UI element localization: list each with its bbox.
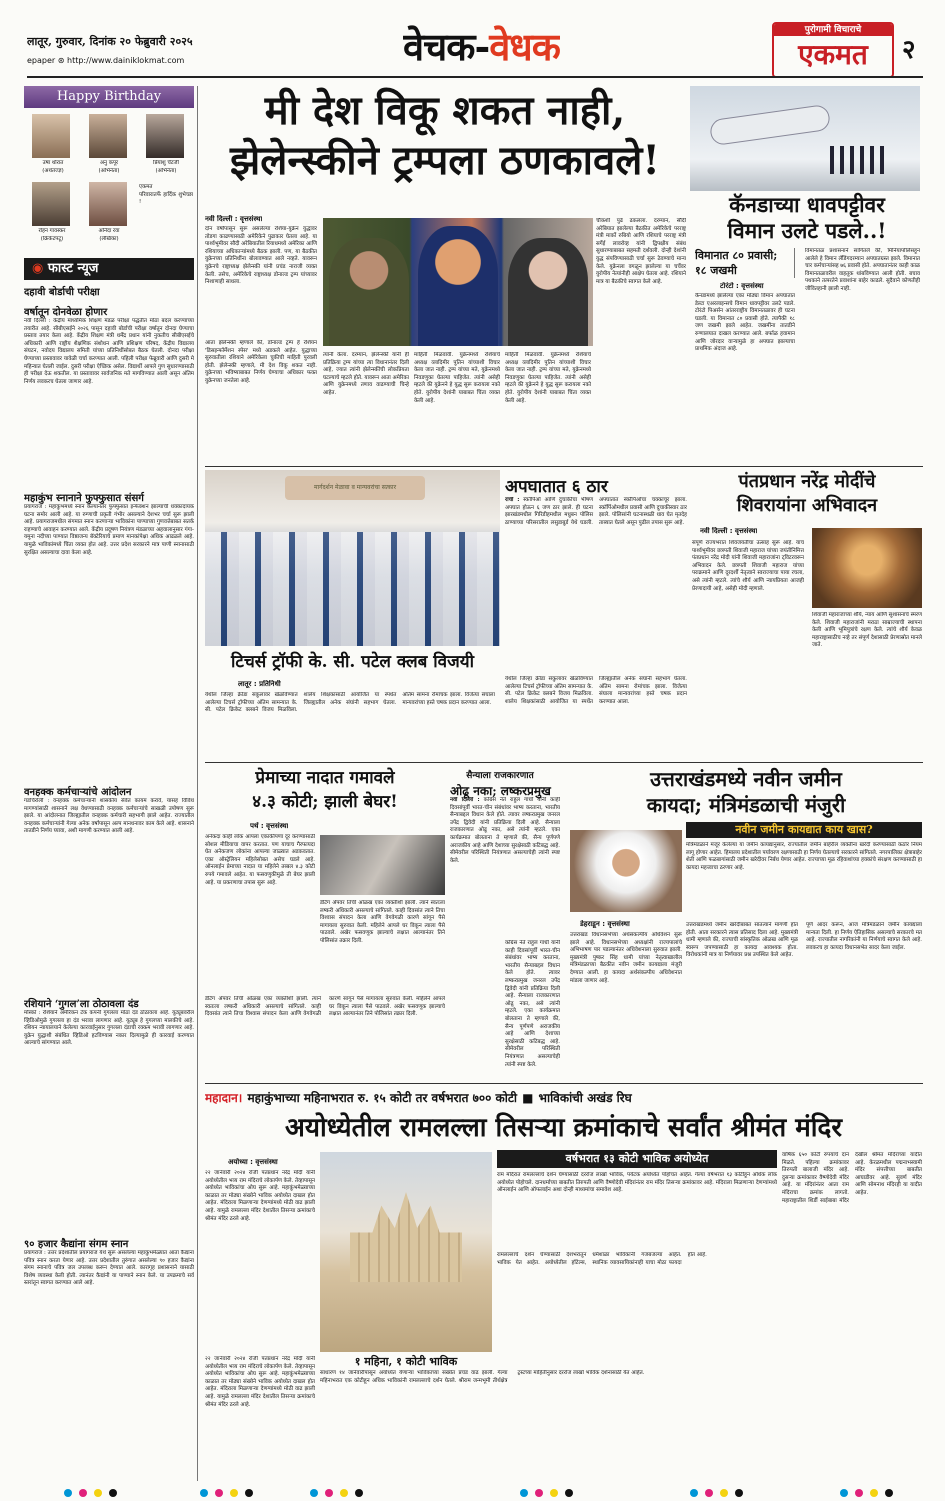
color-registration-bar [0,1486,945,1500]
dateline: लातूर, गुरुवार, दिनांक २० फेब्रुवारी २०२५ [27,35,193,48]
lead-dateline: नवी दिल्ली : वृत्तसंस्था [205,215,263,223]
event-banner: मार्गदर्शन मेळावा व मान्यवरांचा सत्कार [285,476,425,500]
person-role: (अर्थतज्ज्ञ) [42,168,64,174]
page-number: २ [902,35,916,65]
news-body: नवी दिल्ली : केंद्रीय माध्यमिक शिक्षण मंडळ परीक्षा पद्धतीत मोठा बदल करण्याच्या तयारीत आहे. सीबीएसईने २०२६ पासून दहावी बोर्डाची परीक्षा वर्षातून दोनदा घेण्याचा प्रस्ताव तयार केला आहे. केंद्रीय शिक्षण मंत्री धर्मेंद्र प्रधान यांनी नुकतीच सीबीएसईचे अधिकारी आणि राष्ट्रीय शैक्षणिक संशोधन आणि प्रशिक्षण परिषद, केंद्रीय विद्यालय संघटन, नवोदय विद्यालय समिती यांच्या प्रतिनिधींसोबत बैठक घेतली. दोनदा परीक्षा घेण्याच्या प्रस्तावावर यावेळी चर्चा करण्यात आली. पहिली परीक्षा फेब्रुवारी आणि दुसरी मे महिन्यात घेतली जाईल. दुसरी परीक्षा ऐच्छिक असेल. विद्यार्थी आपले गुण सुधारण्यासाठी ही परीक्षा देऊ शकतील. या प्रस्तावावर सार्वजनिक मते मागविण्यात आली असून अंतिम निर्णय लवकरच घेतला जाणार आहे. [24,318,194,385]
premachya-body: अनेकदा काही लोक आपला एकाकीपणा दूर करण्यासाठी सोशल मीडियाचा वापर करतात. पण याचाच गैरफायदा घेत अनेकजण लोकांना आपल्या जाळ्यात अडकवतात. एका ऑस्ट्रेलियन महिलेसोबत असेच घडले आहे. ऑनलाईन प्रेमाच्या नादात या महिलेने तब्बल ४.३ कोटी रुपये गमावले आहेत. या फसवणुकीमुळे ती बेघर झाली आहे. या प्रकरणाचा तपास सुरू आहे. [205,834,315,886]
ayodhya-box-title: वर्षभरात १३ कोटी भाविक अयोध्येत [565,1152,709,1165]
lead-col-1: दोन वर्षांपासून सुरू असलेल्या रशिया-युक्रेन युद्धावर तोडगा काढण्यासाठी अमेरिकेने पुढाकार घेतला आहे. या पार्श्वभूमीवर सौदी अरेबियातील रियाधमध्ये अमेरिका आणि रशियाच्या अधिकाऱ्यांमध्ये बैठक झाली. पण, या बैठकीत युक्रेनच्या प्रतिनिधींना बोलावण्यात आले नव्हते. यावरून युक्रेनचे राष्ट्राध्यक्ष झेलेन्स्की यांनी प्रचंड नाराजी व्यक्त केली. तसेच, अमेरिकेचे राष्ट्राध्यक्ष डोनाल्ड ट्रम्प यांच्यावर निशाणाही साधला. [205,226,317,286]
ayodhya-subhead: १ महिना, १ कोटी भाविक [354,1355,458,1368]
ayodhya-body: २२ जानेवारी २०२४ रोजी पंतप्रधान नरेंद्र मोदी यांनी अयोध्येतील भव्य राम मंदिराचे लोकार्पण केले. तेव्हापासून अयोध्येत भाविकांचा ओघ सुरू आहे. महाकुंभमेळ्याच्या काळात तर मोठ्या संख्येने भाविक अयोध्येत दाखल होत आहेत. मंदिराला मिळणाऱ्या देणग्यांमध्ये मोठी वाढ झाली आहे. यामुळे रामलल्ला मंदिर देशातील तिसऱ्या क्रमांकाचे श्रीमंत मंदिर ठरले आहे. [205,1170,315,1222]
person-role: (अभिनेता) [98,168,120,174]
lead-col-2: आता झेलेन्स्की म्हणाले की, डोनाल्ड ट्रम्प हे रशियन 'डिसइन्फॉर्मेशन स्पेस' मध्ये अडकले आहेत. युद्धाच्या सुरुवातीला रशियाने अमेरिकेला चुकीची माहिती पुरवली होती. झेलेन्स्की म्हणाले, मी देश विकू शकत नाही. युक्रेनच्या भविष्याबाबत निर्णय घेण्याचा अधिकार फक्त युक्रेनच्या जनतेला आहे. [205,340,317,384]
temple-shape [350,1192,462,1282]
modi-headline: पंतप्रधान नरेंद्र मोदींचे शिवरायांना अभिवादन [736,471,878,516]
avatar [146,114,184,158]
accident-headline: अपघातात ६ ठार [505,477,608,497]
news-heading: वनहक्क कर्मचाऱ्यांचे आंदोलन [24,787,132,798]
premachya-dateline: पर्थ : वृत्तसंस्था [250,822,289,830]
canada-photo [690,86,920,191]
ayodhya-box-body: राम मंदिरात रामलल्लाचे दर्शन घेण्यासाठी दररोज लाखो भाविक, पर्यटक अयोध्येत पोहोचत आहेत. गेल्या वर्षभरात १३ कोटींहून अधिक लोक अयोध्येत पोहोचले. दानधर्माच्या बाबतीत तिरुपती आणि वैष्णोदेवी मंदिरांनंतर राम मंदिर तिसऱ्या क्रमांकावर आहे. मंदिराला मिळणाऱ्या देणग्यांमध्ये ऑनलाईन आणि ऑफलाईन अशा दोन्ही माध्यमांचा समावेश आहे. [497,1172,777,1194]
uttarakhand-headline: उत्तराखंडमध्ये नवीन जमीन कायदा; मंत्रिमंडळाची मंजुरी [646,767,846,817]
trump-figure [418,226,498,346]
army-body-2: काँग्रेस नेते राहुल गांधी यांनी काही दिवसांपूर्वी भारत-चीन संबंधांवर भाष्य करताना, भारतीय सैन्याबद्दल विधान केले होते. त्यावर लष्करप्रमुख जनरल उपेंद्र द्विवेदी यांनी प्रतिक्रिया दिली आहे. सैन्याला राजकारणात ओढू नका, असे त्यांनी म्हटले. एका कार्यक्रमात बोलताना ते म्हणाले की, सैन्य पूर्णपणे अराजकीय आहे आणि देशाच्या सुरक्षेसाठी कटिबद्ध आहे. सीमेवरील परिस्थिती नियंत्रणात असल्याचेही त्यांनी स्पष्ट केले. [505,940,560,1068]
canada-headline: कॅनडाच्या धावपट्टीवर विमान उलटे पडले..! [727,192,887,243]
modi-body: संपूर्ण राज्यभरात शिवजयंतीचा उत्साह सुरू आहे. याच पार्श्वभूमीवर छत्रपती शिवाजी महाराज यांच्या जयंतीनिमित्त पंतप्रधान नरेंद्र मोदी यांनी शिवाजी महाराजांना ट्विटरवरून अभिवादन केले. छत्रपती शिवाजी महाराज यांच्या पराक्रमाने आणि दूरदर्शी नेतृत्वाने स्वराज्याचा पाया रचला, असे त्यांनी म्हटले. त्यांचे शौर्य आणि न्यायप्रियता आजही प्रेरणादायी आहे, असेही मोदी म्हणाले. [692,540,804,592]
premachya-body-2: डेटिंग ॲपवर तिची ओळख एका व्यक्तीशी झाली. त्याने स्वतःला लष्करी अधिकारी असल्याचे सांगितले. काही दिवसांत त्याने तिचा विश्वास संपादन केला आणि वेगवेगळी कारणे सांगून पैसे मागायला सुरुवात केली. महिलेने आपले घर विकून त्याला पैसे पाठवले. अखेर फसवणूक झाल्याचे लक्षात आल्यानंतर तिने पोलिसांत तक्रार दिली. [320,900,445,944]
woman-photo [320,835,445,895]
uttarakhand-sub-body: मंत्रिमंडळाने मंजूर केलेल्या या जमीन कायद्यानुसार, राज्यातील जमीन बाहेरील व्यक्तींना खरेदी करण्यासाठी कठोर नियम लागू होणार आहेत. हिमालय प्रदेशातील पर्यावरण रक्षणासाठी हा निर्णय घेतल्याचे सरकारने सांगितले. नगरपालिका क्षेत्राबाहेर शेती आणि फळबागांसाठी जमीन खरेदीवर निर्बंध येणार आहेत. राज्याच्या मूळ रहिवाशांच्या हक्कांचे संरक्षण करण्यासाठी हा कायदा महत्त्वाचा ठरणार आहे. [686,842,922,871]
canada-subheading: विमानात ८० प्रवासी; १८ जखमी [695,248,795,278]
mahadan-text: महाकुंभाच्या महिनाभरात रु. १५ कोटी तर वर्षभरात ७०० कोटी [247,1091,517,1105]
news-heading: दहावी बोर्डाची परीक्षा [24,287,100,298]
fast-news-list [24,280,194,1440]
person-role: (क्रिकेटपटू) [40,236,64,242]
news-body: मॉस्को : रशियाने अमेरिकन टेक कंपनी गुगलला मोठा दंड ठोठावला आहे. यूट्यूबवरील व्हिडिओमुळे गुगलला हा दंड भरावा लागणार आहे. यूट्यूब हे गुगलच्या मालकीचे आहे. रशियन न्यायालयाने केलेल्या कारवाईनुसार गुगलला दंडाची रक्कम भरावी लागणार आहे. युक्रेन युद्धाशी संबंधित व्हिडिओ हटविण्यास नकार दिल्यामुळे ही कारवाई करण्यात आल्याचे सांगण्यात आले. [24,1010,194,1047]
uttarakhand-subhead: नवीन जमीन कायद्यात काय खास? [735,823,873,836]
brand-logo [772,22,894,78]
putin-figure [508,238,588,346]
ayodhya-right-col: वार्षिक ६५० कोटी रुपयांचे दान मिळते. पहिल्या क्रमांकावर तिरुपती बालाजी मंदिर आहे. दुसऱ्या क्रमांकावर वैष्णोदेवी मंदिर आहे. या मंदिरांनंतर आता राम मंदिराचा क्रमांक लागतो. महाराष्ट्रातील शिर्डी साईबाबा मंदिर देखील श्रीमंत मंदिरांच्या यादीत आहे. केरळमधील पद्मनाभस्वामी मंदिर संपत्तीच्या बाबतीत आघाडीवर आहे. सुवर्ण मंदिर आणि सोमनाथ मंदिरही या यादीत आहेत. [782,1152,922,1204]
army-body: नवी दिल्ली : काँग्रेस नेते राहुल गांधी यांनी काही दिवसांपूर्वी भारत-चीन संबंधांवर भाष्य करताना, भारतीय सैन्याबद्दल विधान केले होते. त्यावर लष्करप्रमुख जनरल उपेंद्र द्विवेदी यांनी प्रतिक्रिया दिली आहे. सैन्याला राजकारणात ओढू नका, असे त्यांनी म्हटले. एका कार्यक्रमात बोलताना ते म्हणाले की, सैन्य पूर्णपणे अराजकीय आहे आणि देशाच्या सुरक्षेसाठी कटिबद्ध आहे. सीमेवरील परिस्थिती नियंत्रणात असल्याचेही त्यांनी स्पष्ट केले. [450,797,560,864]
ram-mandir-photo [320,1152,492,1352]
masthead [0,0,945,80]
person-name: उषा थोरात [42,160,64,166]
mahadan-text-2: भाविकांची अखंड रिघ [538,1091,632,1105]
person-name: रोहन गावस्कर [38,228,66,234]
canada-dateline: टोरंटो : वृत्तसंस्था [720,282,764,290]
ayodhya-dateline: अयोध्या : वृत्तसंस्था [228,1158,278,1166]
ayodhya-sub-body: साधारण १४ जानेवारीपासून अयोध्येत येणाऱ्या भाविकांच्या संख्येत प्रचंड वाढ झाली. गेल्या महिनाभरात एक कोटीहून अधिक भाविकांनी रामलल्लाचे दर्शन घेतले. श्रीराम जन्मभूमी तीर्थक्षेत्र ट्रस्टच्या माहितीनुसार दररोज लाखो भाविक दर्शनासाठी येत आहेत. [320,1370,645,1384]
accident-body: रांची : स्कॉर्पिओ आणि दुचाकीचा भीषण अपघात होऊन ६ जण ठार झाले. ही घटना झारखंडमधील गिरिडीहमधील मधुबन पोलिस ठाण्याच्या परिसरातील लसुडाबुर्ड येथे घडली. अपघातात स्कॉर्पिओचा चक्काचूर झाला. स्कॉर्पिओमधील प्रवासी आणि दुचाकीस्वार ठार झाले. पोलिसांनी घटनास्थळी धाव घेत मृतदेह ताब्यात घेतले असून पुढील तपास सुरू आहे. [505,497,687,526]
army-kicker: सैन्याला राजकारणात [466,771,534,781]
fast-news-header: ◉ फास्ट न्यूज [24,258,194,280]
dhami-photo [570,830,682,912]
uttarakhand-body: उत्तराखंड विधानसभेच्या अर्थसंकल्पीय अधिवेशन सुरू झाले आहे. विधानसभेच्या अध्यक्षांनी राज्यपालांचे अभिभाषण पार पडल्यानंतर अधिवेशनाला सुरुवात झाली. मुख्यमंत्री पुष्कर सिंह धामी यांच्या नेतृत्वाखालील मंत्रिमंडळाच्या बैठकीत नवीन जमीन कायद्याला मंजुरी देण्यात आली. हा कायदा अर्थसंकल्पीय अधिवेशनात मांडला जाणार आहे. [570,932,682,984]
plane-shape [709,104,831,146]
globe-icon: ⊛ [57,56,65,65]
cricket-dateline: लातूर : प्रतिनिधी [238,680,281,688]
cricket-body: येथील जिल्हा क्रीडा संकुलावर खेळविण्यात आलेल्या टिचर्स ट्रॉफीच्या अंतिम सामन्यात के. सी. पटेल क्रिकेट क्लबने विजय मिळविला. शालेय शिक्षकांसाठी आयोजित या स्पर्धेत जिल्ह्यातील अनेक संघांनी सहभाग घेतला. अंतिम सामना रोमांचक झाला. विजेत्या संघाला मान्यवरांच्या हस्ते चषक प्रदान करण्यात आला. [205,692,495,714]
avatar [89,114,127,158]
uttarakhand-dateline: डेहराडून : वृत्तसंस्था [580,920,630,928]
mahadan-strip [205,1087,922,1105]
news-heading: महाकुंभ स्नानाने फुफ्फुसात संसर्ग [24,493,144,504]
army-headline: ओढू नका; लष्करप्रमुख [450,784,551,798]
cricket-headline: टिचर्स ट्रॉफी के. सी. पटेल क्लब विजयी [230,652,475,672]
premachya-headline: प्रेमाच्या नादात गमावले ४.३ कोटी; झाली बेघर! [252,768,398,812]
lead-photo [323,218,593,346]
square-icon: ■ [522,1091,534,1105]
section-title: वेचक-वेधक [403,24,560,69]
lead-col-5: चौकशी पुढे ढकलला. दरम्यान, सौदी अरेबियात झालेल्या बैठकीत अमेरिकेचे परराष्ट्र मंत्री मार्को रुबियो आणि रशियाचे परराष्ट्र मंत्री सर्गेई लावरोव्ह यांनी द्विपक्षीय संबंध सुधारण्याबाबत सहमती दर्शवली. दोन्ही देशांनी युद्ध संपविण्यासाठी चर्चा सुरू ठेवण्याचे मान्य केले. युक्रेनला वगळून झालेल्या या चर्चेवर युरोपीय नेत्यांनीही आक्षेप घेतला आहे. रशियाने मात्र या बैठकीचे स्वागत केले आहे. [596,218,686,285]
person-name: अनु कपूर [99,160,119,166]
zelensky-figure [329,238,409,346]
modi-body-2: शिवाजी महाराजांच्या शौर्य, न्याय आणि सुशासनाचे स्मरण केले. शिवाजी महाराजांनी मराठा साम्राज्याची स्थापना केली आणि भूमिपुत्रांचे रक्षण केले. त्यांचे शौर्य केवळ महाराष्ट्रासाठीच नव्हे तर संपूर्ण देशासाठी प्रेरणास्रोत मानले जाते. [812,612,922,649]
epaper-link[interactable]: epaper ⊛ http://www.dainiklokmat.com [27,56,185,65]
cricket-body-2: येथील जिल्हा क्रीडा संकुलावर खेळविण्यात आलेल्या टिचर्स ट्रॉफीच्या अंतिम सामन्यात के. सी. पटेल क्रिकेट क्लबने विजय मिळविला. शालेय शिक्षकांसाठी आयोजित या स्पर्धेत जिल्ह्यातील अनेक संघांनी सहभाग घेतला. अंतिम सामना रोमांचक झाला. विजेत्या संघाला मान्यवरांच्या हस्ते चषक प्रदान करण्यात आला. [505,676,687,705]
avatar [89,182,127,226]
cricket-photo [205,470,500,646]
brand-tag: पुरोगामी विचाराचे [774,24,892,36]
news-body: गडचिरोली : वनहक्क कर्मचाऱ्यांनी शासकीय सेवेत कायम करावे, यासह विविध मागण्यांसाठी शासनाने लक्ष वेधण्यासाठी वनहक्क कर्मचाऱ्यांचे साखळी उपोषण सुरू झाले. या आंदोलनात जिल्ह्यातील वनहक्क कर्मचारी सहभागी झाले आहेत. राज्यातील वनहक्क कर्मचाऱ्यांनी गेल्या अनेक वर्षांपासून अल्प मानधनावर काम केले आहे. शासनाने तातडीने निर्णय घ्यावा, अशी मागणी करण्यात आली आहे. [24,798,194,835]
ekmat-greeting: एकमत परिवारातर्फे हार्दिक शुभेच्छा ! [139,184,193,206]
shivaji-photo [812,528,922,608]
mahadan-tag: महादान। [205,1091,243,1105]
lead-headline: मी देश विकू शकत नाही, झेलेन्स्कीने ट्रम्पला ठणकावले! [230,87,660,184]
avatar [32,182,70,226]
news-heading: रशियाने ‘गुगल’ला ठोठावला दंड [24,999,139,1010]
lead-col-6: माहिती मिळवावी. युक्रेनमध्ये रशियाचे अध्यक्ष व्लादिमीर पुतिन यांच्याशी विचार केला जात नाही. ट्रम्प यांच्या मते, युक्रेनमध्ये निवडणुका घेतल्या पाहिजेत. त्यांनी असेही म्हटले की युक्रेनने हे युद्ध सुरू करायला नको होते. युरोपीय देशांनी याबाबत चिंता व्यक्त केली आहे. [505,352,591,404]
news-subheading: वर्षातून दोनवेळा होणार [24,307,108,318]
news-body: प्रयागराज : उत्तर प्रदेशातील प्रयागराज येथे सुरू असलेल्या महाकुंभमेळ्यात आता कैद्यांना पवित्र स्नान करता येणार आहे. उत्तर प्रदेशातील तुरुंगात असलेल्या ९० हजार कैद्यांना संगम स्नानाचे पवित्र जल उपलब्ध करून देण्यात आले. कारागृह प्रशासनाने यासाठी विशेष व्यवस्था केली होती. त्यानंतर कैद्यांनी या पाण्याने स्नान केले. या उपक्रमाचे सर्व स्तरांतून स्वागत करण्यात आले आहे. [24,1250,194,1287]
avatar [32,114,70,158]
lead-col-4: माहिती मिळवावी. युक्रेनमध्ये रशियाचे अध्यक्ष व्लादिमीर पुतिन यांच्याशी विचार केला जात नाही. ट्रम्प यांच्या मते, युक्रेनमध्ये निवडणुका घेतल्या पाहिजेत. त्यांनी असेही म्हटले की युक्रेनने हे युद्ध सुरू करायला नको होते. युरोपीय देशांनी याबाबत चिंता व्यक्त केली आहे. [414,352,500,404]
birthday-banner: Happy Birthday [24,86,194,108]
canada-body: कॅनडामध्ये झालेल्या एका मोठ्या विमान अपघातात डेल्टा एअरलाइन्सचे विमान धावपट्टीवर उलटे पडले. टोरंटो पिअर्सन आंतरराष्ट्रीय विमानतळावर ही घटना घडली. या विमानात ८० प्रवासी होते. त्यापैकी १८ जण जखमी झाले आहेत. जखमींना तातडीने रुग्णालयात दाखल करण्यात आले. बर्फाळ हवामान आणि जोरदार वाऱ्यामुळे हा अपघात झाल्याचा प्राथमिक अंदाज आहे. [695,293,795,353]
uttarakhand-body-2: उत्तराखंडमध्ये जमीन खरेदीबाबत सातत्याने मागणी होत होती. आता सरकारने त्यास प्रतिसाद दिला आहे. मुख्यमंत्री धामी म्हणाले की, राज्याची सांस्कृतिक ओळख आणि मूळ स्वरूप जपण्यासाठी हा कायदा आवश्यक होता. विरोधकांनी मात्र या निर्णयावर प्रश्न उपस्थित केले आहेत. [686,922,798,959]
ayodhya-box-body-2: रामलल्लाचे दर्शन घेण्यासाठी देशभरातून भाविक येत आहेत. अयोध्येतील हॉटेल्स, धर्मशाळा भाविकांनी गजबजल्या आहेत. स्थानिक व्यावसायिकांनाही याचा मोठा फायदा होत आहे. [497,1252,707,1266]
person-name: प्रियांशु चॅटर्जी [153,160,179,166]
brand-name: एकमत [798,38,868,71]
modi-dateline: नवी दिल्ली : वृत्तसंस्था [700,527,758,535]
person-role: (लेखिका) [99,236,119,242]
uttarakhand-body-3: पूर्ण आदर करून, आज मंत्रिमंडळाने जमीन कायद्याला मान्यता दिली. हा निर्णय ऐतिहासिक असल्याचे सरकारचे मत आहे. राज्यातील नागरिकांनी या निर्णयाचे स्वागत केले आहे. लवकरच हा कायदा विधानसभेत सादर केला जाईल. [806,922,922,951]
sidebar [24,86,194,1471]
person-name: अनिंदा रवा [98,228,120,234]
fast-news-icon: ◉ [32,261,44,276]
canada-body-2: विमानतळ प्रशासनाने सांगितले की, मिनियापोलिसहून आलेले हे विमान लँडिंगदरम्यान अपघातग्रस्त झाले. विमानात चार कर्मचाऱ्यांसह ७६ प्रवासी होते. अपघातानंतर काही काळ विमानतळावरील वाहतूक थांबविण्यात आली होती. बचाव पथकाने तत्परतेने प्रवाशांना बाहेर काढले. सुदैवाने कोणतीही जीवितहानी झाली नाही. [805,248,920,292]
ayodhya-body-2: २२ जानेवारी २०२४ रोजी पंतप्रधान नरेंद्र मोदी यांनी अयोध्येतील भव्य राम मंदिराचे लोकार्पण केले. तेव्हापासून अयोध्येत भाविकांचा ओघ सुरू आहे. महाकुंभमेळ्याच्या काळात तर मोठ्या संख्येने भाविक अयोध्येत दाखल होत आहेत. मंदिराला मिळणाऱ्या देणग्यांमध्ये मोठी वाढ झाली आहे. यामुळे रामलल्ला मंदिर देशातील तिसऱ्या क्रमांकाचे श्रीमंत मंदिर ठरले आहे. [205,1356,315,1408]
ayodhya-headline: अयोध्येतील रामलल्ला तिसऱ्या क्रमांकाचे सर्वांत श्रीमंत मंदिर [285,1113,842,1143]
person-role: (अभिनेता) [155,168,177,174]
news-body: प्रयागराज : महाकुंभमध्ये स्नान केल्यानंतर फुफ्फुसात इन्फेक्शन झाल्याची धक्कादायक घटना समोर आली आहे. या रुग्णाची प्रकृती गंभीर असल्याने देशभर चर्चा सुरू झाली आहे. प्रयागराजमधील संगमात स्नान करणाऱ्या भाविकांना पाण्याच्या गुणवत्तेबाबत सतर्क राहण्याचे आवाहन करण्यात आले. केंद्रीय प्रदूषण नियंत्रण मंडळाच्या अहवालानुसार गंगा-यमुना नदीच्या पाण्यात विष्ठाजन्य बॅक्टेरियाचे प्रमाण मानकांपेक्षा अधिक आढळले आहे. यामुळे भाविकांमध्ये चिंता व्यक्त होत आहे. उत्तर प्रदेश सरकारने मात्र पाणी स्नानासाठी सुरक्षित असल्याचा दावा केला आहे. [24,504,194,556]
premachya-body-3: डेटिंग ॲपवर तिची ओळख एका व्यक्तीशी झाली. त्याने स्वतःला लष्करी अधिकारी असल्याचे सांगितले. काही दिवसांत त्याने तिचा विश्वास संपादन केला आणि वेगवेगळी कारणे सांगून पैसे मागायला सुरुवात केली. महिलेने आपले घर विकून त्याला पैसे पाठवले. अखेर फसवणूक झाल्याचे लक्षात आल्यानंतर तिने पोलिसांत तक्रार दिली. [205,996,445,1018]
news-heading: ९० हजार कैद्यांना संगम स्नान [24,1239,129,1250]
lead-col-3: त्यांनी केला. दरम्यान, झेलेन्स्की यांनी ही प्रतिक्रिया ट्रम्प यांच्या त्या विधानानंतर दिली आहे, ज्यात त्यांनी झेलेन्स्कींची लोकप्रियता घटल्याचे म्हटले होते. यावरून आता अमेरिका आणि युक्रेनमध्ये तणाव वाढण्याची चिन्हे आहेत. [323,352,409,396]
birthday-grid [24,108,194,258]
